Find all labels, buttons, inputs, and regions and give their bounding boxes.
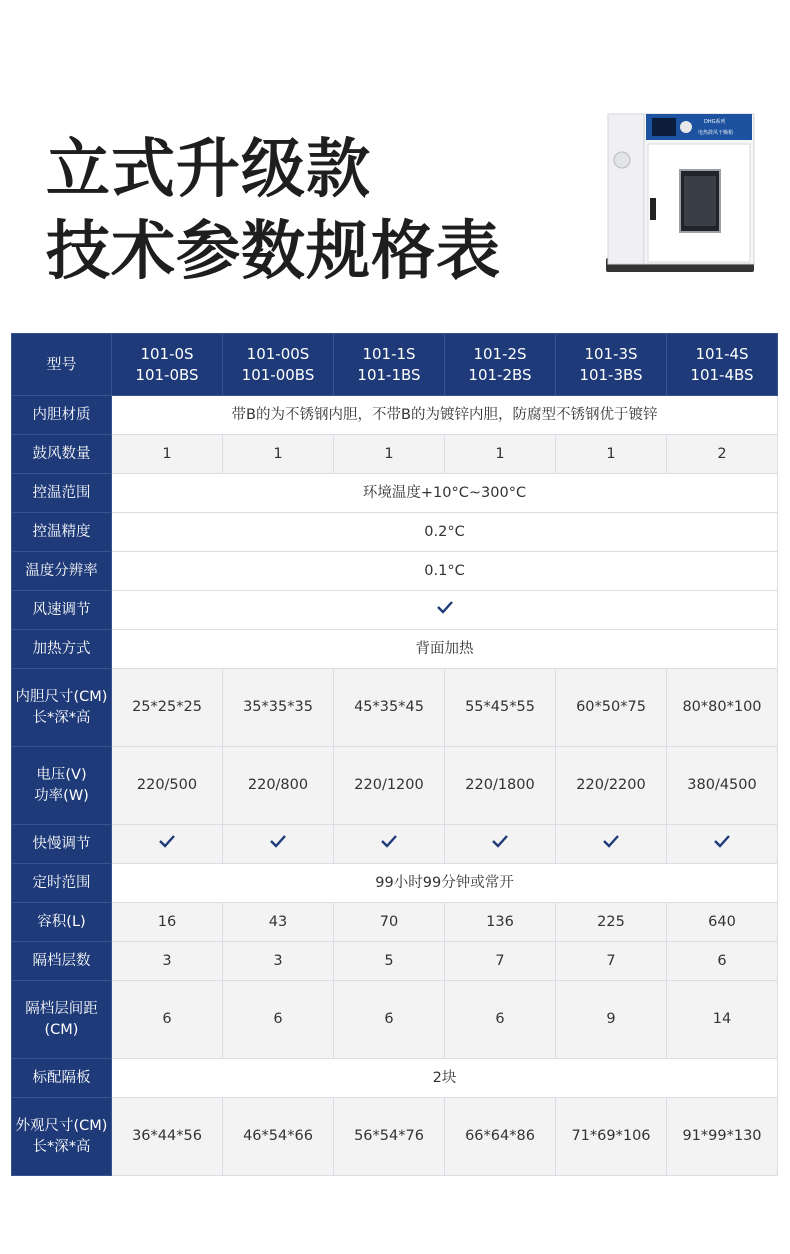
page-title-line2: 技术参数规格表 [46, 215, 501, 289]
checkmark-icon [380, 834, 398, 848]
table-cell [223, 825, 334, 864]
table-row [12, 591, 778, 630]
table-row [12, 1059, 778, 1098]
table-cell: 1 [223, 435, 334, 474]
table-row [12, 1098, 778, 1176]
panel-text-series: DHG系列 [704, 119, 726, 125]
table-cell: 220/500 [112, 747, 223, 825]
table-cell: 7 [556, 942, 667, 981]
row-label: 控温范围 [12, 474, 112, 513]
table-cell [667, 825, 778, 864]
panel-text-name: 电热鼓风干燥箱 [698, 130, 734, 136]
table-row [12, 825, 778, 864]
table-cell: 1 [445, 435, 556, 474]
row-label: 加热方式 [12, 630, 112, 669]
table-cell: 1 [556, 435, 667, 474]
table-cell: 2块 [112, 1059, 778, 1098]
table-cell: 背面加热 [112, 630, 778, 669]
table-cell: 66*64*86 [445, 1098, 556, 1176]
table-row [12, 552, 778, 591]
header-label: 型号 [12, 334, 112, 396]
row-label: 标配隔板 [12, 1059, 112, 1098]
table-cell: 640 [667, 903, 778, 942]
table-cell: 3 [223, 942, 334, 981]
model-col: 101-2S 101-2BS [445, 334, 556, 396]
model-col: 101-1S 101-1BS [334, 334, 445, 396]
table-cell: 9 [556, 981, 667, 1059]
table-cell: 6 [334, 981, 445, 1059]
table-cell: 80*80*100 [667, 669, 778, 747]
table-cell: 6 [223, 981, 334, 1059]
row-label: 内胆材质 [12, 396, 112, 435]
table-row [12, 942, 778, 981]
table-row [12, 396, 778, 435]
table-row [12, 435, 778, 474]
table-cell: 6 [112, 981, 223, 1059]
table-cell: 1 [112, 435, 223, 474]
checkmark-icon [158, 834, 176, 848]
row-label: 鼓风数量 [12, 435, 112, 474]
table-cell: 136 [445, 903, 556, 942]
row-label: 隔档层数 [12, 942, 112, 981]
model-col: 101-00S 101-00BS [223, 334, 334, 396]
table-cell [334, 825, 445, 864]
table-cell [112, 825, 223, 864]
row-label: 容积(L) [12, 903, 112, 942]
table-cell [556, 825, 667, 864]
checkmark-icon [602, 834, 620, 848]
table-row [12, 630, 778, 669]
table-cell: 16 [112, 903, 223, 942]
row-label: 快慢调节 [12, 825, 112, 864]
row-label: 外观尺寸(CM) 长*深*高 [12, 1098, 112, 1176]
page-title-line1: 立式升级款 [46, 133, 371, 207]
table-cell: 35*35*35 [223, 669, 334, 747]
hero-section [0, 0, 790, 320]
table-cell: 380/4500 [667, 747, 778, 825]
table-cell: 220/1200 [334, 747, 445, 825]
table-cell: 25*25*25 [112, 669, 223, 747]
table-cell: 99小时99分钟或常开 [112, 864, 778, 903]
table-cell: 45*35*45 [334, 669, 445, 747]
table-cell: 71*69*106 [556, 1098, 667, 1176]
table-cell: 6 [445, 981, 556, 1059]
checkmark-icon [713, 834, 731, 848]
checkmark-icon [491, 834, 509, 848]
table-cell: 3 [112, 942, 223, 981]
table-cell: 0.2°C [112, 513, 778, 552]
table-cell: 43 [223, 903, 334, 942]
checkmark-icon [269, 834, 287, 848]
table-cell: 70 [334, 903, 445, 942]
row-label: 风速调节 [12, 591, 112, 630]
table-cell: 91*99*130 [667, 1098, 778, 1176]
table-cell [445, 825, 556, 864]
model-col: 101-3S 101-3BS [556, 334, 667, 396]
product-image [600, 108, 760, 288]
table-cell: 6 [667, 942, 778, 981]
spec-table [11, 333, 778, 1176]
table-cell: 0.1°C [112, 552, 778, 591]
table-row [12, 474, 778, 513]
table-cell: 220/2200 [556, 747, 667, 825]
table-cell: 2 [667, 435, 778, 474]
table-cell: 220/800 [223, 747, 334, 825]
table-cell: 1 [334, 435, 445, 474]
table-cell: 60*50*75 [556, 669, 667, 747]
row-label: 内胆尺寸(CM) 长*深*高 [12, 669, 112, 747]
table-cell: 7 [445, 942, 556, 981]
row-label: 电压(V) 功率(W) [12, 747, 112, 825]
table-row [12, 981, 778, 1059]
row-label: 隔档层间距 (CM) [12, 981, 112, 1059]
table-cell: 225 [556, 903, 667, 942]
table-row [12, 747, 778, 825]
table-cell [112, 591, 778, 630]
table-cell: 36*44*56 [112, 1098, 223, 1176]
table-cell: 56*54*76 [334, 1098, 445, 1176]
table-row [12, 864, 778, 903]
row-label: 控温精度 [12, 513, 112, 552]
row-label: 定时范围 [12, 864, 112, 903]
table-cell: 5 [334, 942, 445, 981]
table-cell: 55*45*55 [445, 669, 556, 747]
table-cell: 220/1800 [445, 747, 556, 825]
model-col: 101-4S 101-4BS [667, 334, 778, 396]
model-col: 101-0S 101-0BS [112, 334, 223, 396]
table-header-row [12, 334, 778, 396]
table-row [12, 513, 778, 552]
table-cell: 环境温度+10°C~300°C [112, 474, 778, 513]
table-cell: 带B的为不锈钢内胆，不带B的为镀锌内胆，防腐型不锈钢优于镀锌 [112, 396, 778, 435]
checkmark-icon [436, 600, 454, 614]
table-cell: 14 [667, 981, 778, 1059]
row-label: 温度分辨率 [12, 552, 112, 591]
table-row [12, 669, 778, 747]
table-row [12, 903, 778, 942]
table-cell: 46*54*66 [223, 1098, 334, 1176]
